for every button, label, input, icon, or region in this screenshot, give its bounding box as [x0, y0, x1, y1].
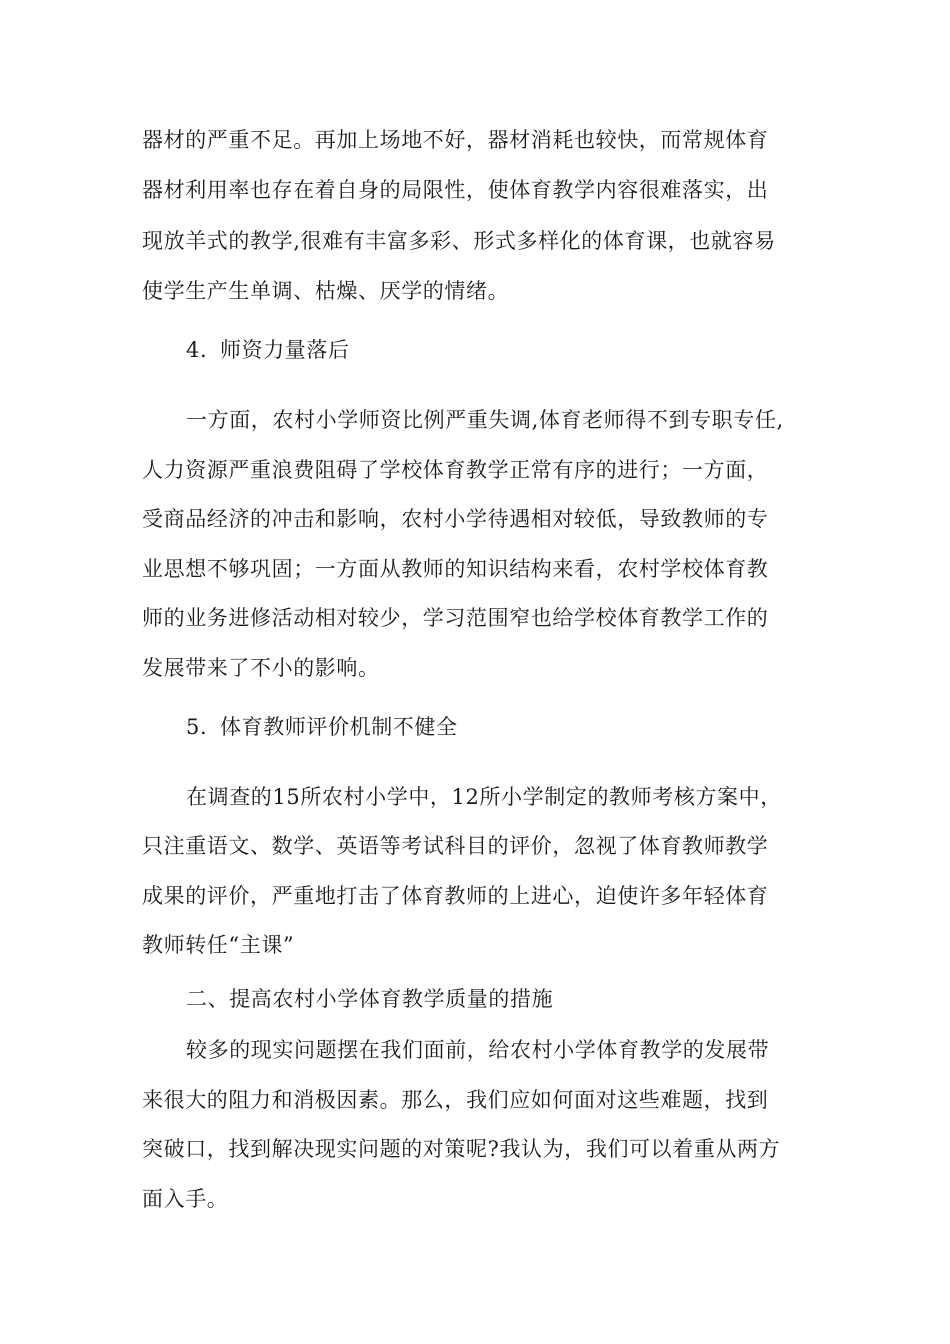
paragraph-2-line-4: 业思想不够巩固；一方面从教师的知识结构来看，农村学校体育教 [142, 557, 769, 581]
paragraph-2-line-3: 受商品经济的冲击和影响，农村小学待遇相对较低，导致教师的专 [142, 507, 769, 531]
paragraph-2-line-5: 师的业务进修活动相对较少，学习范围窄也给学校体育教学工作的 [142, 606, 769, 630]
heading-4 [186, 336, 866, 364]
section-2-heading: 二、提高农村小学体育教学质量的措施 [186, 987, 554, 1011]
paragraph-1-line-2: 器材利用率也存在着自身的局限性，使体育教学内容很难落实，出 [142, 178, 769, 202]
paragraph-3-line-1: 在调查的15所农村小学中，12所小学制定的教师考核方案中， [186, 785, 782, 809]
heading-5 [186, 713, 866, 741]
heading-4-text: 师资力量落后 [220, 338, 350, 362]
paragraph-1-line-3: 现放羊式的教学,很难有丰富多彩、形式多样化的体育课，也就容易 [142, 229, 776, 253]
paragraph-3-line-2: 只注重语文、数学、英语等考试科目的评价，忽视了体育教师教学 [142, 834, 769, 858]
paragraph-3-line-3: 成果的评价，严重地打击了体育教师的上进心，迫使许多年轻体育 [142, 884, 769, 908]
paragraph-4-line-4: 面入手。 [142, 1187, 229, 1211]
paragraph-2-line-6: 发展带来了不小的影响。 [142, 656, 380, 680]
paragraph-4-line-2: 来很大的阻力和消极因素。那么，我们应如何面对这些难题，找到 [142, 1088, 769, 1112]
paragraph-2-line-2: 人力资源严重浪费阻碍了学校体育教学正常有序的进行；一方面， [142, 458, 769, 482]
paragraph-1-line-1: 器材的严重不足。再加上场地不好，器材消耗也较快，而常规体育 [142, 128, 769, 152]
paragraph-2-line-1: 一方面，农村小学师资比例严重失调,体育老师得不到专职专任, [186, 408, 784, 432]
heading-5-number: 5. [186, 715, 208, 739]
heading-5-text: 体育教师评价机制不健全 [220, 715, 458, 739]
paragraph-4-line-1: 较多的现实问题摆在我们面前，给农村小学体育教学的发展带 [186, 1038, 770, 1062]
paragraph-1-line-4: 使学生产生单调、枯燥、厌学的情绪。 [142, 279, 510, 303]
paragraph-4-line-3: 突破口，找到解决现实问题的对策呢?我认为，我们可以着重从两方 [142, 1137, 781, 1161]
heading-4-number: 4. [186, 338, 208, 362]
paragraph-3-line-4: 教师转任“主课” [142, 933, 295, 957]
